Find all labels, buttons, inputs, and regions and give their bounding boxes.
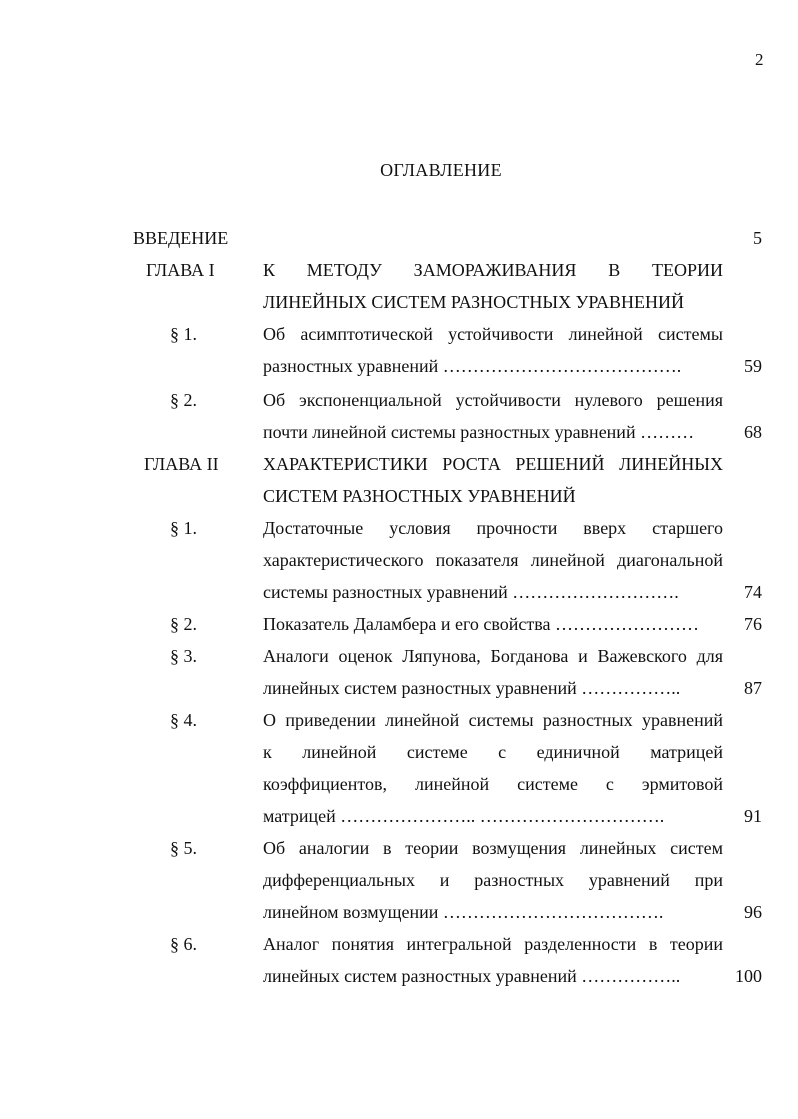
ch2-sec2-line1: Показатель Даламбера и его свойства …………………… bbox=[263, 614, 699, 634]
chapter2-title-line1: ХАРАКТЕРИСТИКИ РОСТА РЕШЕНИЙ ЛИНЕЙНЫХ bbox=[263, 454, 723, 474]
ch2-sec1-line1: Достаточные условия прочности вверх старшего bbox=[263, 518, 723, 538]
ch2-sec3-line1: Аналоги оценок Ляпунова, Богданова и Важевского для bbox=[263, 646, 723, 666]
chapter2-title-line2: СИСТЕМ РАЗНОСТНЫХ УРАВНЕНИЙ bbox=[263, 486, 576, 506]
ch1-sec1-line1: Об асимптотической устойчивости линейной системы bbox=[263, 324, 723, 344]
ch1-sec1-line2: разностных уравнений …………………………………. bbox=[263, 356, 682, 376]
ch2-sec1-label: § 1. bbox=[170, 518, 197, 538]
ch2-sec4-line2: к линейной системе с единичной матрицей bbox=[263, 742, 723, 762]
ch1-sec1-label: § 1. bbox=[170, 324, 197, 344]
ch2-sec3-label: § 3. bbox=[170, 646, 197, 666]
ch2-sec5-line1: Об аналогии в теории возмущения линейных систем bbox=[263, 838, 723, 858]
chapter1-title-line1: К МЕТОДУ ЗАМОРАЖИВАНИЯ В ТЕОРИИ bbox=[263, 260, 723, 280]
chapter1-title-line2: ЛИНЕЙНЫХ СИСТЕМ РАЗНОСТНЫХ УРАВНЕНИЙ bbox=[263, 292, 685, 312]
ch2-sec1-page: 74 bbox=[744, 582, 762, 602]
ch2-sec5-line2: дифференциальных и разностных уравнений при bbox=[263, 870, 723, 890]
chapter2-label: ГЛАВА II bbox=[144, 454, 219, 474]
chapter1-label: ГЛАВА I bbox=[146, 260, 215, 280]
ch2-sec5-label: § 5. bbox=[170, 838, 197, 858]
toc-title: ОГЛАВЛЕНИЕ bbox=[380, 160, 502, 180]
ch2-sec6-line2: линейных систем разностных уравнений …………….. bbox=[263, 966, 681, 986]
ch2-sec4-line1: О приведении линейной системы разностных уравнений bbox=[263, 710, 723, 730]
ch1-sec2-label: § 2. bbox=[170, 390, 197, 410]
page-number: 2 bbox=[755, 50, 764, 69]
ch2-sec4-label: § 4. bbox=[170, 710, 197, 730]
ch2-sec1-line2: характеристического показателя линейной диагональной bbox=[263, 550, 723, 570]
ch2-sec5-page: 96 bbox=[744, 902, 762, 922]
intro-page: 5 bbox=[753, 228, 762, 248]
ch2-sec2-page: 76 bbox=[744, 614, 762, 634]
ch2-sec4-line3: коэффициентов, линейной системе с эрмитовой bbox=[263, 774, 723, 794]
ch2-sec3-line2: линейных систем разностных уравнений …………….. bbox=[263, 678, 681, 698]
ch2-sec6-label: § 6. bbox=[170, 934, 197, 954]
ch2-sec4-page: 91 bbox=[744, 806, 762, 826]
ch2-sec2-label: § 2. bbox=[170, 614, 197, 634]
ch1-sec1-page: 59 bbox=[744, 356, 762, 376]
ch2-sec1-line3: системы разностных уравнений ………………………. bbox=[263, 582, 679, 602]
ch1-sec2-line1: Об экспоненциальной устойчивости нулевого решения bbox=[263, 390, 723, 410]
ch1-sec2-line2: почти линейной системы разностных уравнений ……… bbox=[263, 422, 695, 442]
ch2-sec4-line4: матрицей ………………….. …………………………. bbox=[263, 806, 665, 826]
ch2-sec5-line3: линейном возмущении ………………………………. bbox=[263, 902, 664, 922]
ch1-sec2-page: 68 bbox=[744, 422, 762, 442]
ch2-sec3-page: 87 bbox=[744, 678, 762, 698]
intro-label: ВВЕДЕНИЕ bbox=[133, 228, 229, 248]
ch2-sec6-line1: Аналог понятия интегральной разделенности в теории bbox=[263, 934, 723, 954]
ch2-sec6-page: 100 bbox=[735, 966, 762, 986]
